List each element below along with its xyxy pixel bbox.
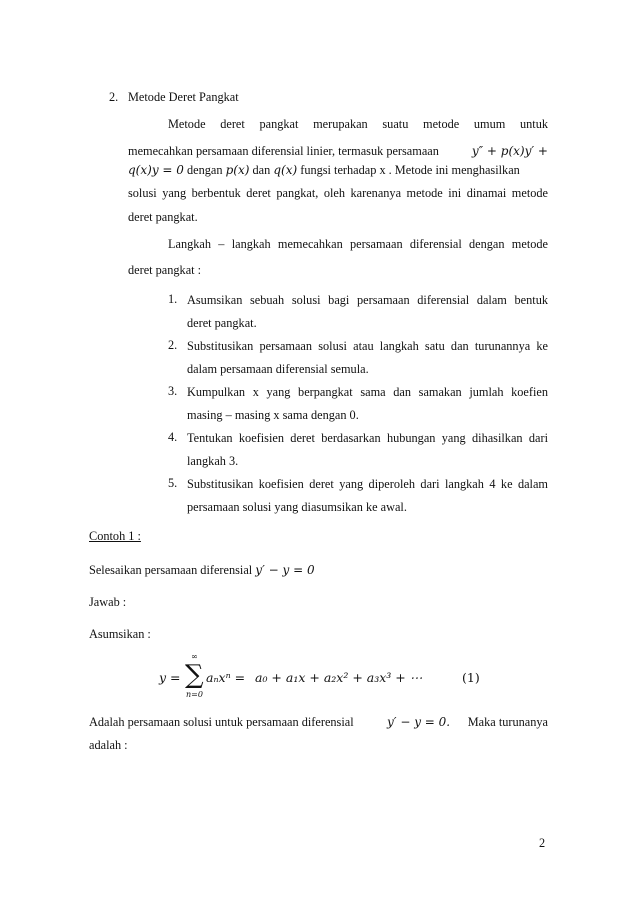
para1-line3-math-b: p(x) <box>225 163 250 177</box>
para1-line3-t1: dengan <box>187 163 223 177</box>
section-number: 2. <box>109 90 119 104</box>
step-3-line-b: masing – masing x sama dengan 0. <box>187 408 359 422</box>
para2-line1: Langkah – langkah memecahkan persamaan diferensial dengan metode <box>168 237 548 251</box>
para1-line2-text: memecahkan persamaan diferensial linier, termasuk persamaan <box>128 144 439 158</box>
step-2-number: 2. <box>168 338 178 352</box>
section-title: Metode Deret Pangkat <box>128 90 239 104</box>
step-1-line-b: deret pangkat. <box>187 316 257 330</box>
example-task <box>89 562 315 578</box>
para3-line1-end: Maka turunanya <box>467 715 548 729</box>
step-5-line-b: persamaan solusi yang diasumsikan ke awal. <box>187 500 407 514</box>
para1-line3-t3: fungsi terhadap x . Metode ini menghasilkan <box>300 163 520 177</box>
assume-label: Asumsikan : <box>89 627 151 641</box>
para1-line2 <box>128 143 548 159</box>
equation-label: (1) <box>462 670 480 685</box>
step-3-line-a: Kumpulkan x yang berpangkat sama dan samakan jumlah koefien <box>187 385 548 399</box>
sum-sign: ∑ <box>185 660 204 690</box>
para3-line1-text: Adalah persamaan solusi untuk persamaan diferensial <box>89 715 354 729</box>
step-4-line-b: langkah 3. <box>187 454 239 468</box>
example-heading: Contoh 1 : <box>89 529 141 543</box>
step-1-number: 1. <box>168 292 178 306</box>
sum-upper-limit: ∞ <box>191 652 198 661</box>
step-5-line-a: Substitusikan koefisien deret yang diperoleh dari langkah 4 ke dalam <box>187 477 548 491</box>
para2-line2: deret pangkat : <box>128 263 202 277</box>
sum-lower-limit: n=0 <box>186 690 203 699</box>
para1-line4: solusi yang berbentuk deret pangkat, oleh karenanya metode ini dinamai metode <box>128 186 548 200</box>
example-task-math: y′ − y = 0 <box>255 563 315 577</box>
answer-label: Jawab : <box>89 595 127 609</box>
step-2-line-a: Substitusikan persamaan solusi atau langkah satu dan turunannya ke <box>187 339 548 353</box>
para3-line2: adalah : <box>89 738 128 752</box>
equation-rhs: a₀ + a₁x + a₂x² + a₃x³ + ⋯ <box>255 670 423 685</box>
para1-line3-math-c: q(x) <box>273 163 298 177</box>
para1-line3 <box>128 162 548 178</box>
para1-line2-math: y″ + p(x)y′ + <box>471 144 548 158</box>
example-task-text: Selesaikan persamaan diferensial <box>89 563 253 577</box>
step-2-line-b: dalam persamaan diferensial semula. <box>187 362 369 376</box>
step-4-line-a: Tentukan koefisien deret berdasarkan hubungan yang dihasilkan dari <box>187 431 548 445</box>
para1-line3-math-a: q(x)y = 0 <box>128 163 184 177</box>
para3-line1 <box>89 714 548 730</box>
equation-term: aₙxⁿ = <box>206 670 246 685</box>
step-1-line-a: Asumsikan sebuah solusi bagi persamaan diferensial dalam bentuk <box>187 293 548 307</box>
para1-line3-t2: dan <box>252 163 271 177</box>
para1-line1: Metode deret pangkat merupakan suatu metode umum untuk <box>168 117 548 131</box>
step-5-number: 5. <box>168 476 178 490</box>
step-4-number: 4. <box>168 430 178 444</box>
page-number: 2 <box>539 836 546 850</box>
para1-line5: deret pangkat. <box>128 210 198 224</box>
step-3-number: 3. <box>168 384 178 398</box>
equation-lhs: y = <box>159 670 181 685</box>
para3-line1-math: y′ − y = 0. <box>387 715 451 729</box>
